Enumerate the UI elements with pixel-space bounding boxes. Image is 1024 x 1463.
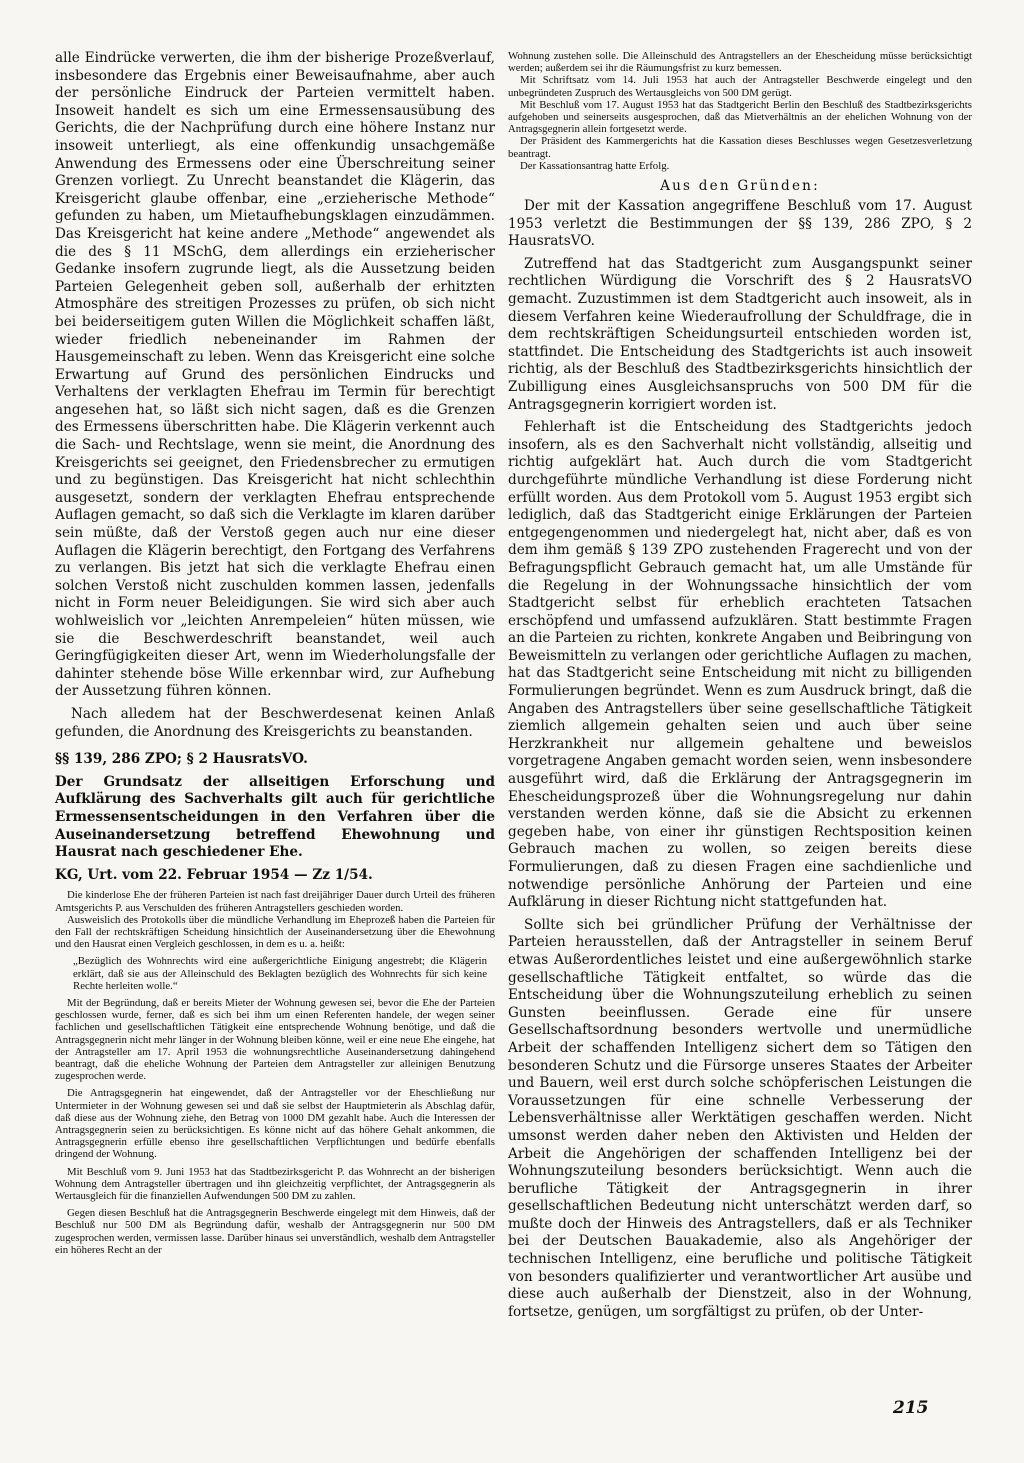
facts-paragraph: Ausweislich des Protokolls über die mündliche Verhandlung im Eheprozeß haben die Parteien für den Fall der rechtskräftigen Scheidung hinsichtlich der Auseinandersetzung über die Ehewohnung und den Hausrat einen Vergleich geschlossen, in dem es u. a. heißt: [55, 913, 495, 951]
body-paragraph: Zutreffend hat das Stadtgericht zum Ausgangspunkt seiner rechtlichen Würdigung die Vorschrift des § 2 HausratsVO gemacht. Zuzustimmen ist dem Stadtgericht auch insoweit, als in diesem Verfahren keine Wiederaufrollung der Schuldfrage, die in dem rechtskräftigen Scheidungsurteil entschieden worden ist, stattfindet. Die Entscheidung des Stadtgerichts ist auch insoweit richtig, als der Beschluß des Stadtbezirksgerichts hinsichtlich der Zubilligung eines Ausgleichsanspruchs von 500 DM für die Antragsgegnerin korrigiert worden ist. [508, 255, 972, 413]
facts-paragraph: Mit Beschluß vom 9. Juni 1953 hat das Stadtbezirksgericht P. das Wohnrecht an der bisherigen Wohnung dem Antragsteller übertragen und ihn gleichzeitig verpflichtet, der Antragsgegnerin als Wertausgleich für die finanziellen Aufwendungen 500 DM zu zahlen. [55, 1165, 495, 1202]
body-paragraph: Fehlerhaft ist die Entscheidung des Stadtgerichts jedoch insofern, als es den Sachverhalt nicht vollständig, allseitig und richtig aufgeklärt hat. Auch durch die vom Stadtgericht durchgeführte mündliche Verhandlung ist diese Forderung nicht erfüllt worden. Aus dem Protokoll vom 5. August 1953 ergibt sich lediglich, daß das Stadtgericht einige Erklärungen der Parteien entgegengenommen und niedergelegt hat, nicht aber, daß es von dem ihm gemäß § 139 ZPO zustehenden Fragerecht und von der Befragungspflicht Gebrauch gemacht hat, um alle Umstände für die Regelung in der Wohnungssache hinsichtlich der vom Stadtgericht selbst für erheblich erachteten Tatsachen erschöpfend und umfassend aufzuklären. Statt bestimmte Fragen an die Parteien zu richten, konkrete Angaben und Beibringung von Beweismitteln zu verlangen oder gerichtliche Auflagen zu machen, hat das Stadtgericht seine Entscheidung mit nicht zu billigenden Formulierungen begründet. Wenn es zum Ausdruck bringt, daß die Angaben des Antragstellers über seine gesellschaftliche Tätigkeit ziemlich allgemein gehalten seien und auch über seine Herzkrankheit nur allgemein gehaltene und beweislos vorgetragene Angaben gemacht worden seien, wenn insbesondere ausgeführt wird, daß die Erklärung der Antragsgegnerin im Ehescheidungsprozeß über die Wohnungsregelung nur dahin verstanden werden könne, daß sie die Absicht zu erkennen gegeben habe, von einer ihr günstigen Rechtsposition keinen Gebrauch machen zu wollen, so zeigen bereits diese Formulierungen, daß zu diesen Fragen eine sachdienliche und notwendige persönliche Anhörung der Parteien und eine Aufklärung in dieser Richtung nicht stattgefunden hat. [508, 419, 972, 911]
facts-paragraph: Mit Beschluß vom 17. August 1953 hat das Stadtgericht Berlin den Beschluß des Stadtbezirksgerichts aufgehoben und seinerseits ausgesprochen, daß das Mietverhältnis an der ehelichen Wohnung von der Antragsgegnerin allein fortgesetzt werde. [508, 98, 972, 136]
facts-paragraph: Der Kassationsantrag hatte Erfolg. [520, 159, 670, 172]
body-paragraph: alle Eindrücke verwerten, die ihm der bisherige Prozeßverlauf, insbesondere das Ergebnis einer Beweisaufnahme, aber auch der persönliche Eindruck der Parteien vermittelt haben. Insoweit handelt es sich um eine Ermessensausübung des Gerichts, die der Nachprüfung durch eine höhere Instanz nur insoweit unterliegt, als eine offenkundig unsachgemäße Anwendung des Ermessens oder eine Überschreitung seiner Grenzen vorliegt. Zu Unrecht beanstandet die Klägerin, das Kreisgericht glaube offenbar, eine „erzieherische Methode“ gefunden zu haben, um Mietaufhebungsklagen einzudämmen. Das Kreisgericht hat keine andere „Methode“ angewendet als die des § 11 MSchG, dem allerdings ein erzieherischer Gedanke insofern zugrunde liegt, als die Aussetzung beiden Parteien Gelegenheit geben soll, außerhalb der erhitzten Atmosphäre des streitigen Prozesses zu prüfen, ob sich nicht bei beiderseitigem guten Willen die Möglichkeit schaffen läßt, wieder friedlich nebeneinander im Rahmen der Hausgemeinschaft zu leben. Wenn das Kreisgericht eine solche Erwartung auf Grund des persönlichen Eindrucks und Verhaltens der verklagten Ehefrau im Termin für berechtigt angesehen hat, so läßt sich nicht sagen, daß es die Grenzen des Ermessens überschritten habe. Die Klägerin verkennt auch die Sach- und Rechtslage, wenn sie meint, die Anordnung des Kreisgerichts sei geeignet, den Friedensbrecher zu ermutigen und zu begünstigen. Das Kreisgericht hat nicht schlechthin ausgesetzt, sondern der verklagten Ehefrau entsprechende Auflagen gemacht, so daß sich die Verklagte im klaren darüber sein müßte, daß der Verstoß gegen auch nur eine dieser Auflagen die Klägerin berechtigt, den Fortgang des Verfahrens zu verlangen. Bis jetzt hat sich die verklagte Ehefrau einen solchen Verstoß nicht zuschulden kommen lassen, jedenfalls nicht in Form neuer Beleidigungen. Sie wird sich aber auch wohlweislich vor „leichten Anrempeleien“ hüten müssen, wie sie die Beschwerdeschrift beanstandet, weil auch Geringfügigkeiten dieser Art, wenn im Wiederholungsfalle der dahinter stehende böse Wille erkennbar wird, zur Aufhebung der Aussetzung führen können. [55, 50, 495, 700]
facts-paragraph: Wohnung zustehen solle. Die Alleinschuld des Antragstellers an der Ehescheidung müsse berücksichtigt werden; außerdem sei ihr die Räumungsfrist zu kurz bemessen. [508, 50, 972, 75]
body-paragraph: Nach alledem hat der Beschwerdesenat keinen Anlaß gefunden, die Anordnung des Kreisgerichts zu beanstanden. [55, 705, 495, 740]
facts-paragraph: Die kinderlose Ehe der früheren Parteien ist nach fast dreijähriger Dauer durch Urteil des früheren Amtsgerichts P. aus Verschulden des früheren Antragstellers geschieden worden. [55, 889, 495, 914]
right-column [508, 50, 972, 1321]
court-reference: KG, Urt. vom 22. Februar 1954 — Zz 1/54. [55, 866, 373, 883]
reasons-heading: Aus den Gründen: [660, 178, 820, 195]
facts-paragraph: Die Antragsgegnerin hat eingewendet, daß der Antragsteller vor der Eheschließung nur Untermieter in der Wohnung gewesen sei und daß sie selbst der Hauptmieterin als Abschlag dafür, daß diese aus der Wohnung ziehe, den Betrag von 1000 DM gezahlt habe. Auch die Interessen der Antragsgegnerin seien zu berücksichtigen. Es könne nicht auf das höhere Gehalt ankommen, die Antragsgegnerin erfülle ebenso ihre gesellschaftlichen Verpflichtungen und bedürfe ebenfalls dringend der Wohnung. [55, 1087, 495, 1161]
norm-heading: §§ 139, 286 ZPO; § 2 HausratsVO. [55, 751, 308, 768]
facts-paragraph: Mit der Begründung, daß er bereits Mieter der Wohnung gewesen sei, bevor die Ehe der Parteien geschlossen wurde, ferner, daß es sich bei ihm um einen Referenten handele, der wegen seiner fachlichen und gesellschaftlichen Tätigkeit eine entsprechende Wohnung benötige, und daß die Antragsgegnerin nicht mehr länger in der Wohnung bleiben könne, weil er eine neue Ehe eingehe, hat der Antragsteller am 17. April 1953 die wohnungsrechtliche Auseinandersetzung dahingehend beantragt, daß die eheliche Wohnung der Parteien dem Antragsteller zur alleinigen Benutzung zugesprochen werde. [55, 996, 495, 1083]
left-column [55, 50, 495, 1256]
facts-paragraph: Der Präsident des Kammergerichts hat die Kassation dieses Beschlusses wegen Gesetzesverletzung beantragt. [508, 135, 972, 160]
facts-paragraph: Gegen diesen Beschluß hat die Antragsgegnerin Beschwerde eingelegt mit dem Hinweis, daß der Beschluß nur 500 DM als Begründung dafür, weshalb der Antragsgegnerin nur 500 DM zugesprochen werden, vermissen lasse. Darüber hinaus sei unverständlich, weshalb dem Antragsteller ein höheres Recht an der [55, 1207, 495, 1256]
leitsatz: Der Grundsatz der allseitigen Erforschung und Aufklärung des Sachverhalts gilt auch für gerichtliche Ermessensentscheidungen in den Verfahren über die Auseinandersetzung betreffend Ehewohnung und Hausrat nach geschiedener Ehe. [55, 773, 495, 861]
page-number: 215 [893, 1398, 929, 1418]
facts-paragraph: Mit Schriftsatz vom 14. Juli 1953 hat auch der Antragsteller Beschwerde eingelegt und den unbegründeten Zuspruch des Wertausgleichs von 500 DM gerügt. [508, 74, 972, 99]
body-paragraph: Sollte sich bei gründlicher Prüfung der Verhältnisse der Parteien herausstellen, daß der Antragsteller in seinem Beruf etwas Außerordentliches leistet und eine außergewöhnlich starke gesellschaftliche Tätigkeit entfaltet, so würde das die Entscheidung über die Wohnungszuteilung erheblich zu seinen Gunsten beeinflussen. Gerade eine für unsere Gesellschaftsordnung besonders wertvolle und unermüdliche Arbeit der schaffenden Intelligenz sichert dem so Tätigen den besonderen Schutz und die Fürsorge unseres Staates der Arbeiter und Bauern, weil erst durch solche schöpferischen Leistungen die Voraussetzungen für eine schnelle Verbesserung der Lebensverhältnisse aller Werktätigen geschaffen werden. Nicht umsonst werden daher neben den Aktivisten und Helden der Arbeit die Angehörigen der schaffenden Intelligenz bei der Wohnungszuteilung besonders berücksichtigt. Wenn auch die berufliche Tätigkeit der Antragsgegnerin in ihrer gesellschaftlichen Bedeutung nicht unterschätzt werden darf, so mußte doch der Hinweis des Antragstellers, daß er als Techniker bei der Deutschen Bauakademie, also als Angehöriger der technischen Intelligenz, eine berufliche und politische Tätigkeit von besonders qualifizierter und verantwortlicher Art ausübe und diese auch außerhalb der Dienstzeit, also in der Wohnung, fortsetze, genügen, um sorgfältigst zu prüfen, ob der Unter- [508, 916, 972, 1320]
quoted-settlement: „Bezüglich des Wohnrechts wird eine außergerichtliche Einigung angestrebt; die Klägerin erklärt, daß sie aus der Alleinschuld des Beklagten bezüglich des Wohnrechts für sich keine Rechte herleiten wolle.“ [73, 955, 487, 992]
body-paragraph: Der mit der Kassation angegriffene Beschluß vom 17. August 1953 verletzt die Bestimmungen der §§ 139, 286 ZPO, § 2 HausratsVO. [508, 198, 972, 250]
